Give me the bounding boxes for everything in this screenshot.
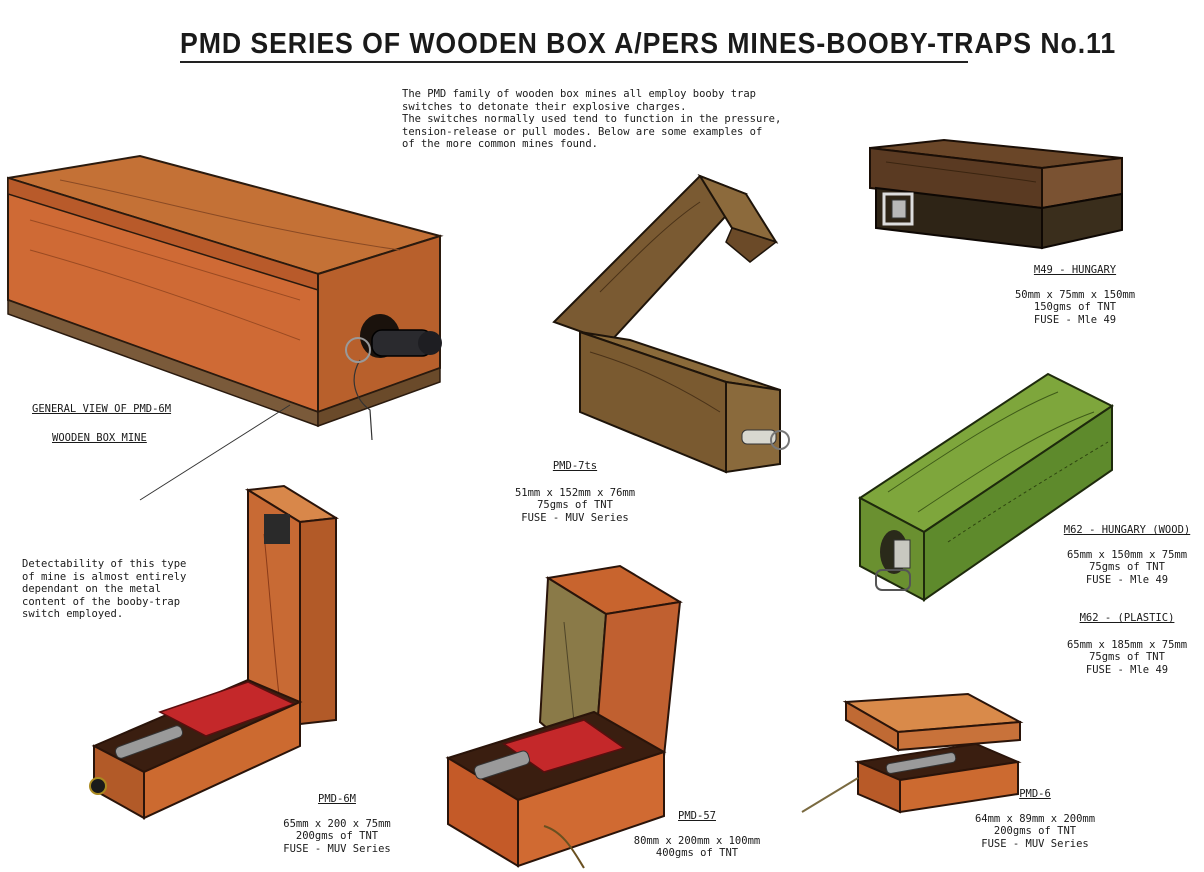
pmd7ts-charge: 75gms of TNT <box>537 499 613 511</box>
page-title: PMD SERIES OF WOODEN BOX A/PERS MINES-BOOBY-TRAPS No.11 <box>180 28 1117 60</box>
pmd57-charge: 400gms of TNT <box>655 847 739 859</box>
general-view-line2: WOODEN BOX MINE <box>52 432 147 444</box>
m62-wood-name: M62 - HUNGARY (WOOD) <box>1063 524 1191 536</box>
pmd7ts-dims: 51mm x 152mm x 76mm <box>514 486 636 499</box>
m62-wood-caption <box>1052 524 1202 586</box>
intro-line: switches to detonate their explosive charges. <box>402 100 687 113</box>
pmd6-caption <box>960 788 1110 850</box>
m62-plastic-name: M62 - (PLASTIC) <box>1079 612 1175 624</box>
m49-illustration <box>866 138 1126 254</box>
intro-line: of the more common mines found. <box>402 138 598 150</box>
general-view-line1: GENERAL VIEW OF PMD-6M <box>32 403 172 415</box>
pmd57-name: PMD-57 <box>678 810 716 822</box>
pmd7ts-illustration <box>550 172 790 477</box>
m62-plastic-fuse: FUSE - Mle 49 <box>1085 663 1169 676</box>
general-view-caption-2 <box>52 432 147 445</box>
note-line: of mine is almost entirely <box>22 570 187 583</box>
pmd6m-open-illustration <box>84 484 344 820</box>
title-underline <box>180 61 968 63</box>
note-line: switch employed. <box>22 608 124 620</box>
pmd6m-fuse: FUSE - MUV Series <box>283 842 391 855</box>
note-line: dependant on the metal <box>22 583 162 595</box>
pmd7ts-caption <box>500 460 650 524</box>
m62-plastic-caption <box>1052 612 1202 676</box>
pmd6-fuse: FUSE - MUV Series <box>981 837 1089 850</box>
pmd7ts-fuse: FUSE - MUV Series <box>521 511 629 524</box>
intro-line: tension-release or pull modes. Below are some examples of <box>402 125 763 138</box>
pmd6-charge: 200gms of TNT <box>993 825 1077 837</box>
m62-wood-fuse: FUSE - Mle 49 <box>1085 573 1169 586</box>
m62-plastic-dims: 65mm x 185mm x 75mm <box>1066 638 1188 651</box>
pmd7ts-name: PMD-7ts <box>552 460 598 472</box>
m49-caption <box>1000 264 1150 326</box>
pmd6m-caption <box>262 793 412 855</box>
pmd6m-name: PMD-6M <box>318 793 356 805</box>
pmd6m-dims: 65mm x 200 x 75mm <box>283 817 391 830</box>
pmd57-dims: 80mm x 200mm x 100mm <box>633 834 761 847</box>
m62-plastic-charge: 75gms of TNT <box>1089 651 1165 663</box>
pmd6-dims: 64mm x 89mm x 200mm <box>974 812 1096 825</box>
intro-text <box>402 88 781 151</box>
pmd57-caption <box>622 810 772 860</box>
general-view-caption <box>32 403 171 416</box>
pmd6-name: PMD-6 <box>1019 788 1051 800</box>
intro-line: The PMD family of wooden box mines all employ booby trap <box>402 88 757 100</box>
m62-wood-dims: 65mm x 150mm x 75mm <box>1066 548 1188 561</box>
m49-charge: 150gms of TNT <box>1033 301 1117 313</box>
pmd6m-general-view-illustration <box>0 150 450 510</box>
pmd6m-charge: 200gms of TNT <box>295 830 379 842</box>
m62-wood-charge: 75gms of TNT <box>1089 561 1165 573</box>
note-line: content of the booby-trap <box>22 595 181 608</box>
m49-dims: 50mm x 75mm x 150mm <box>1014 288 1136 301</box>
note-line: Detectability of this type <box>22 558 187 570</box>
m49-fuse: FUSE - Mle 49 <box>1033 313 1117 326</box>
m49-name: M49 - HUNGARY <box>1033 264 1117 276</box>
intro-line: The switches normally used tend to function in the pressure, <box>402 113 782 125</box>
